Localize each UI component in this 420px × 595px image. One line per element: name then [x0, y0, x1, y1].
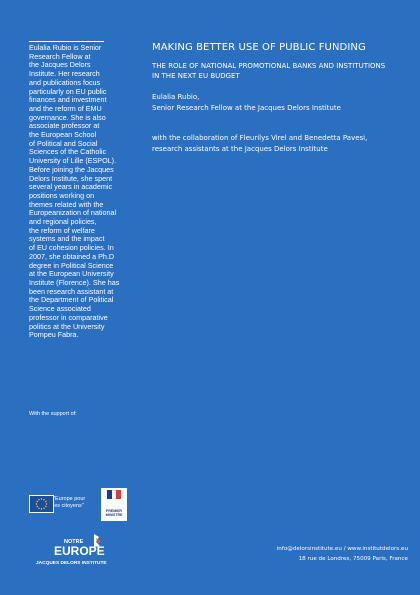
- eu-program-label: "Europe pour les citoyens": [53, 496, 86, 509]
- collaboration-credit: with the collaboration of Fleurilys Virel and Benedetta Pavesi, research assistants at the Jacques Delors Institute: [152, 134, 368, 153]
- eu-flag-icon: [29, 495, 54, 513]
- author-credit: Eulalia Rubio, Senior Research Fellow at the Jacques Delors Institute: [152, 93, 341, 112]
- top-rule: [29, 41, 104, 42]
- publication-subtitle: THE ROLE OF NATIONAL PROMOTIONAL BANKS AND INSTITUTIONS IN THE NEXT EU BUDGET: [152, 62, 386, 80]
- support-label: With the support of:: [29, 411, 77, 417]
- logo-line1: NOTRE: [64, 539, 84, 545]
- contact-info: info@delorsinstitute.eu / www.institutdelors.eu 18 rue de Londres, 75009 Paris, France: [276, 546, 408, 562]
- french-flag-icon: [107, 490, 121, 499]
- logo-line2: EUROPE: [54, 544, 105, 558]
- notre-europe-logo: [36, 532, 136, 568]
- publication-title: MAKING BETTER USE OF PUBLIC FUNDING: [152, 42, 366, 53]
- government-label: PREMIER MINISTRE: [105, 509, 123, 517]
- logo-line3: JACQUES DELORS INSTITUTE: [36, 561, 107, 566]
- government-logo: [101, 488, 127, 521]
- author-bio: Eulalia Rubio is Senior Research Fellow at the Jacques Delors Institute. Her research and publications focus particularly on EU public finances and investment and the reform of EMU governance. She is also associate professor at the European School of Political and Social Sciences of the Catholic University of Lille (ESPOL). Before joining the Jacques Delors Institute, she spent several years in academic positions working on themes related with the Europeanization of national and regional policies, the reform of welfare systems and the impact of EU cohesion policies. In 2007, she obtained a Ph.D degree in Political Science at the European University Institute (Florence). She has been research assistant at the Department of Political Science associated professor in comparative politics at the University Pompeu Fabra.: [29, 43, 120, 340]
